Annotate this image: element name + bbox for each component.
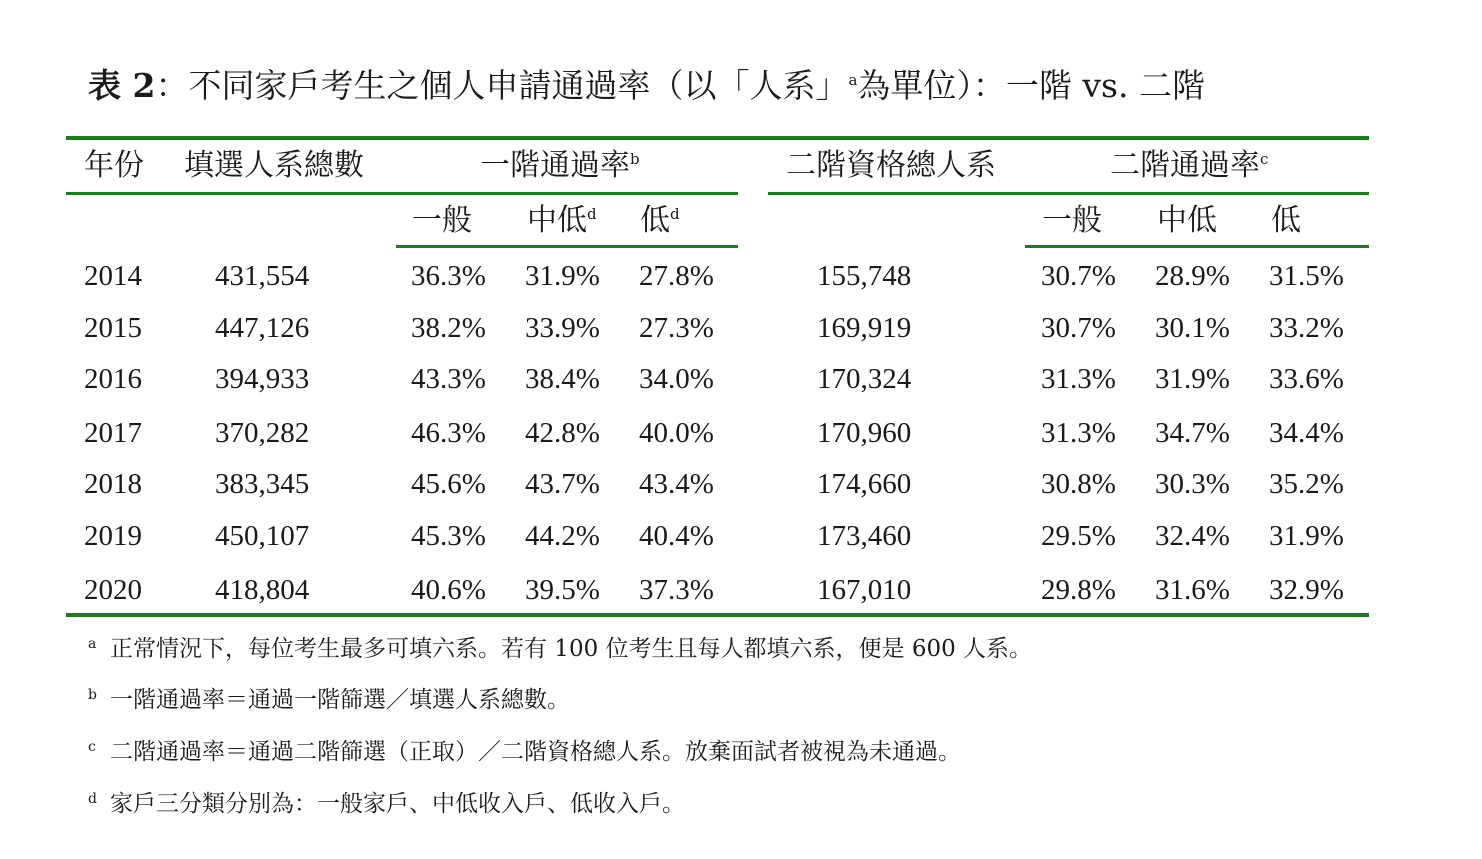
cell-stage2-total: 173,460	[817, 520, 912, 552]
cell-stage1-general: 45.6%	[411, 468, 486, 500]
cell-stage1-low: 27.8%	[639, 260, 714, 292]
subheader-stage1-low	[640, 201, 680, 241]
stage2-subheader-rule	[1025, 245, 1369, 248]
footnote-text: 家戶三分類分別為：一般家戶、中低收入戶、低收入戶。	[110, 791, 685, 817]
cell-stage1-general: 45.3%	[411, 520, 486, 552]
cell-stage2-total: 155,748	[817, 260, 912, 292]
footnote-text: 二階通過率＝通過二階篩選（正取）／二階資格總人系。放棄面試者被視為未通過。	[110, 739, 961, 765]
footnote-text: 正常情況下，每位考生最多可填六系。若有 100 位考生且每人都填六系，便是 600 人系。	[110, 636, 1033, 662]
cell-stage1-general: 36.3%	[411, 260, 486, 292]
cell-total: 450,107	[215, 520, 310, 552]
footnote-mark: d	[88, 791, 97, 807]
subheader-stage1-general: 一般	[412, 203, 472, 238]
cell-stage2-general: 30.7%	[1041, 312, 1116, 344]
cell-year: 2019	[84, 520, 142, 552]
cell-stage2-total: 167,010	[817, 574, 912, 606]
cell-total: 418,804	[215, 574, 310, 606]
bottom-rule	[66, 613, 1369, 617]
cell-stage1-general: 38.2%	[411, 312, 486, 344]
cell-stage2-lowmid: 28.9%	[1155, 260, 1230, 292]
header-stage2-total: 二階資格總人系	[786, 148, 996, 183]
cell-stage1-lowmid: 42.8%	[525, 417, 600, 449]
subheader-stage1-lowmid-label: 中低	[527, 203, 587, 238]
cell-stage2-low: 33.6%	[1269, 363, 1344, 395]
footnote-a	[88, 628, 1032, 665]
cell-stage2-lowmid: 30.3%	[1155, 468, 1230, 500]
cell-stage1-lowmid: 38.4%	[525, 363, 600, 395]
cell-stage2-low: 34.4%	[1269, 417, 1344, 449]
table-title	[88, 64, 1205, 108]
subheader-stage1-lowmid	[527, 201, 597, 241]
header-stage1-rate	[480, 146, 640, 186]
cell-stage2-general: 29.5%	[1041, 520, 1116, 552]
cell-year: 2017	[84, 417, 142, 449]
cell-year: 2020	[84, 574, 142, 606]
cell-year: 2018	[84, 468, 142, 500]
cell-stage2-low: 31.5%	[1269, 260, 1344, 292]
cell-stage1-general: 43.3%	[411, 363, 486, 395]
cell-stage2-lowmid: 31.9%	[1155, 363, 1230, 395]
subheader-stage1-lowmid-footnote: d	[587, 205, 597, 223]
cell-total: 370,282	[215, 417, 310, 449]
subheader-stage2-low: 低	[1271, 203, 1301, 238]
footnote-mark: c	[88, 739, 96, 755]
footnote-text: 一階通過率＝通過一階篩選／填選人系總數。	[110, 687, 570, 713]
cell-stage2-lowmid: 34.7%	[1155, 417, 1230, 449]
subheader-stage2-general: 一般	[1042, 203, 1102, 238]
cell-stage2-low: 31.9%	[1269, 520, 1344, 552]
cell-stage2-general: 30.7%	[1041, 260, 1116, 292]
cell-total: 383,345	[215, 468, 310, 500]
cell-stage2-total: 169,919	[817, 312, 912, 344]
cell-stage1-low: 34.0%	[639, 363, 714, 395]
cell-year: 2015	[84, 312, 142, 344]
cell-stage2-general: 30.8%	[1041, 468, 1116, 500]
subheader-stage2-lowmid: 中低	[1157, 203, 1217, 238]
cell-stage1-general: 40.6%	[411, 574, 486, 606]
title-footnote-mark: a	[848, 71, 858, 89]
header-stage2-rate-label: 二階通過率	[1110, 148, 1260, 183]
cell-stage2-low: 35.2%	[1269, 468, 1344, 500]
cell-stage1-low: 43.4%	[639, 468, 714, 500]
stage1-subheader-rule	[396, 245, 738, 248]
header-total: 填選人系總數	[184, 148, 364, 183]
header-year: 年份	[84, 148, 144, 183]
cell-stage1-low: 40.4%	[639, 520, 714, 552]
footnote-mark: a	[88, 636, 97, 652]
stage1-header-rule	[66, 192, 738, 195]
header-stage2-rate	[1110, 146, 1268, 186]
subheader-stage1-low-label: 低	[640, 203, 670, 238]
cell-stage2-general: 31.3%	[1041, 417, 1116, 449]
cell-stage2-total: 170,324	[817, 363, 912, 395]
footnote-d	[88, 783, 685, 820]
cell-stage2-general: 31.3%	[1041, 363, 1116, 395]
cell-stage2-total: 170,960	[817, 417, 912, 449]
stage2-header-rule	[768, 192, 1369, 195]
header-stage1-rate-label: 一階通過率	[480, 148, 630, 183]
cell-stage2-lowmid: 31.6%	[1155, 574, 1230, 606]
footnote-b	[88, 679, 570, 716]
cell-stage1-low: 37.3%	[639, 574, 714, 606]
header-stage1-rate-footnote: b	[630, 150, 640, 168]
cell-stage1-lowmid: 33.9%	[525, 312, 600, 344]
cell-total: 447,126	[215, 312, 310, 344]
footnote-mark: b	[88, 687, 97, 703]
cell-stage1-general: 46.3%	[411, 417, 486, 449]
cell-stage1-low: 40.0%	[639, 417, 714, 449]
cell-stage2-low: 32.9%	[1269, 574, 1344, 606]
title-text: 不同家戶考生之個人申請通過率（以「人系」	[188, 66, 849, 105]
footnote-c	[88, 731, 961, 768]
subheader-stage1-low-footnote: d	[670, 205, 680, 223]
cell-stage1-low: 27.3%	[639, 312, 714, 344]
top-rule	[66, 136, 1369, 140]
cell-stage1-lowmid: 39.5%	[525, 574, 600, 606]
cell-year: 2016	[84, 363, 142, 395]
cell-stage2-general: 29.8%	[1041, 574, 1116, 606]
cell-year: 2014	[84, 260, 142, 292]
cell-stage1-lowmid: 43.7%	[525, 468, 600, 500]
cell-total: 394,933	[215, 363, 310, 395]
title-text-end: 為單位）：一階 vs. 二階	[857, 66, 1205, 105]
cell-stage2-lowmid: 30.1%	[1155, 312, 1230, 344]
cell-stage2-total: 174,660	[817, 468, 912, 500]
title-colon: ：	[155, 66, 189, 105]
table-label: 表 2	[88, 66, 156, 105]
cell-stage2-low: 33.2%	[1269, 312, 1344, 344]
header-stage2-rate-footnote: c	[1260, 150, 1269, 168]
cell-total: 431,554	[215, 260, 310, 292]
cell-stage2-lowmid: 32.4%	[1155, 520, 1230, 552]
cell-stage1-lowmid: 31.9%	[525, 260, 600, 292]
cell-stage1-lowmid: 44.2%	[525, 520, 600, 552]
